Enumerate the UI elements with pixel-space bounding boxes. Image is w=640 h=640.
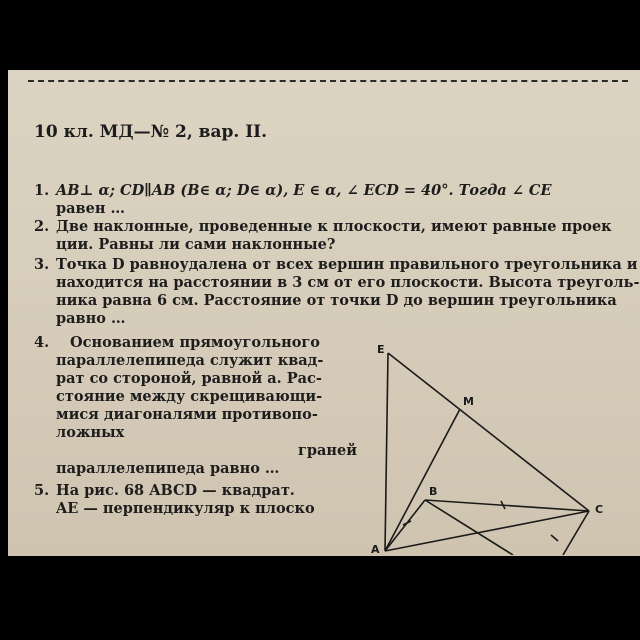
problem-3-number: 3. xyxy=(34,256,50,273)
problem-4-text-1: Основанием прямоугольного xyxy=(70,334,320,351)
problem-4-line-3: рат со стороной, равной a. Рас- xyxy=(56,370,322,387)
geometry-figure xyxy=(363,345,633,555)
problem-3-line-2: находится на расстоянии в 3 см от его плоскости. Высота треуголь- xyxy=(56,274,640,291)
label-c: C xyxy=(595,503,604,516)
problem-5-line-2: AE — перпендикуляр к плоско xyxy=(56,500,315,517)
problem-5-number: 5. xyxy=(34,482,50,499)
dashed-divider xyxy=(28,80,628,82)
problem-4-line-4: стояние между скрещивающи- xyxy=(56,388,323,405)
problem-1-line-2: равен … xyxy=(56,200,125,217)
edge-ac xyxy=(385,511,589,551)
problem-4-line-1 xyxy=(34,334,320,352)
label-a: A xyxy=(371,543,380,555)
problem-3-text-1: Точка D равноудалена от всех вершин правильного треугольника и xyxy=(56,256,638,273)
edge-bd xyxy=(425,500,513,555)
problem-2-text-1: Две наклонные, проведенные к плоскости, имеют равные проек xyxy=(56,218,612,235)
problem-3-line-4: равно … xyxy=(56,310,126,327)
tick-ba xyxy=(403,521,411,525)
label-m: M xyxy=(463,395,474,408)
problem-4-line-7: граней xyxy=(298,442,358,459)
problem-2-line-2: ции. Равны ли сами наклонные? xyxy=(56,236,336,253)
edge-cd xyxy=(563,511,589,555)
label-e: E xyxy=(377,345,385,356)
edge-ma xyxy=(385,409,460,551)
edge-bc xyxy=(425,500,589,511)
problem-1-text-1: AB⊥ α; CD∥AB (B∈ α; D∈ α), E ∈ α, ∠ ECD = 40°. Тогда ∠ CE xyxy=(56,182,552,199)
problem-2-number: 2. xyxy=(34,218,50,235)
problem-4-line-8: параллелепипеда равно … xyxy=(56,460,280,477)
problem-4-number: 4. xyxy=(34,334,50,351)
problem-2-line-1 xyxy=(34,218,612,236)
problem-1-line-1 xyxy=(34,182,552,200)
problem-5-line-1 xyxy=(34,482,295,500)
problem-4-line-5: мися диагоналями противопо- xyxy=(56,406,318,423)
problem-3-line-1 xyxy=(34,256,638,274)
problem-1-number: 1. xyxy=(34,182,50,199)
worksheet-photo xyxy=(8,70,640,556)
edge-ea xyxy=(385,353,388,551)
tick-ac xyxy=(551,535,558,541)
problem-5-text-1: На рис. 68 ABCD — квадрат. xyxy=(56,482,295,499)
label-b: B xyxy=(429,485,438,498)
worksheet-title: 10 кл. МД—№ 2, вар. II. xyxy=(34,122,268,142)
problem-3-line-3: ника равна 6 см. Расстояние от точки D до вершин треугольника xyxy=(56,292,617,309)
edge-ba xyxy=(385,500,425,551)
problem-4-line-6: ложных xyxy=(56,424,125,441)
problem-4-line-2: параллелепипеда служит квад- xyxy=(56,352,324,369)
